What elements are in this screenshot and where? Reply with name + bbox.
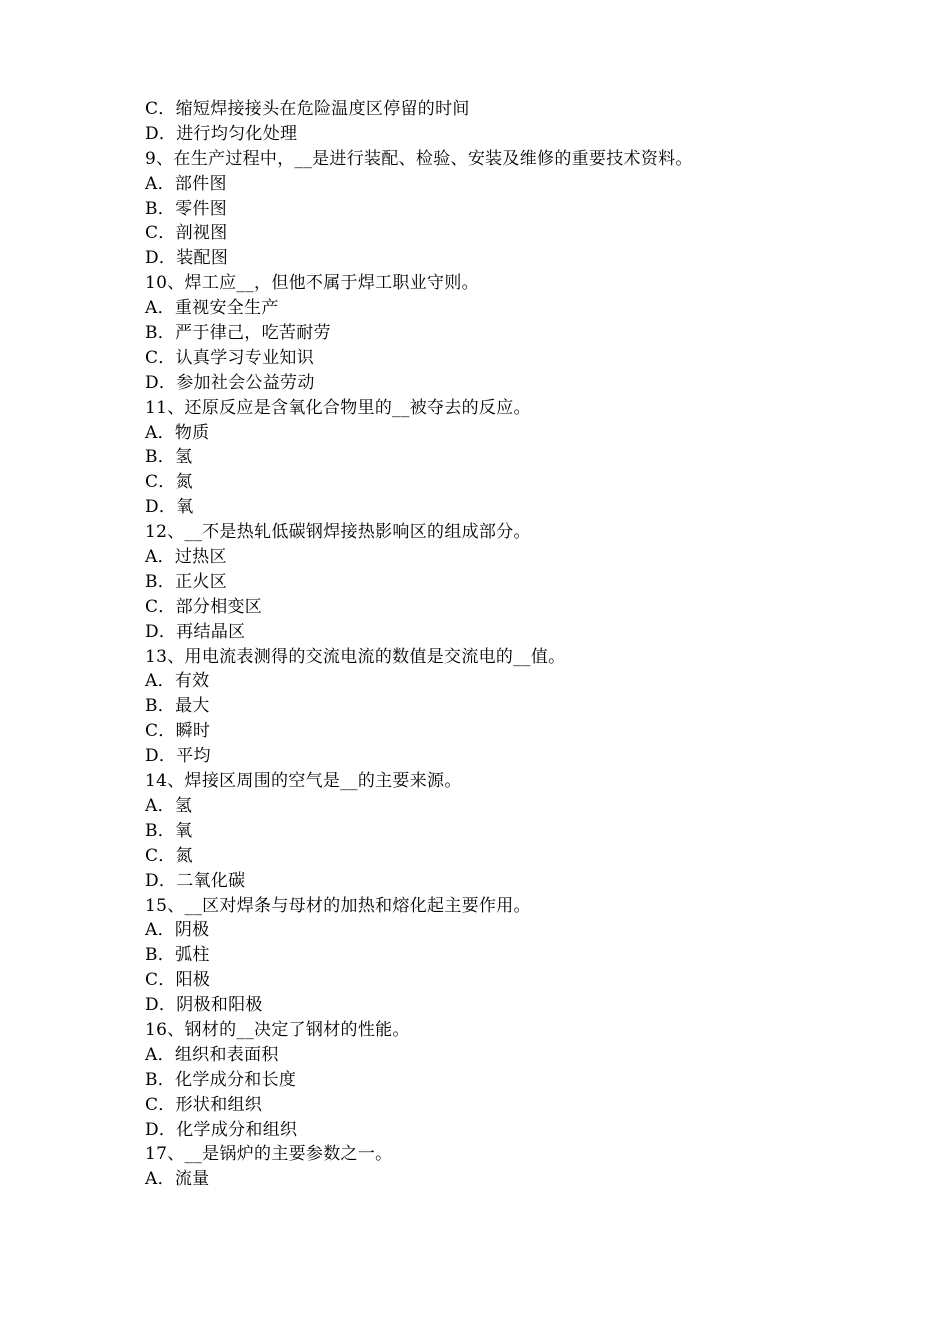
option-line: A．物质 xyxy=(145,422,210,443)
option-line: A．部件图 xyxy=(145,173,227,194)
option-line: D．参加社会公益劳动 xyxy=(145,372,315,393)
question-line: 15、__区对焊条与母材的加热和熔化起主要作用。 xyxy=(145,895,531,916)
option-line: C．阳极 xyxy=(145,970,211,991)
option-line: D．装配图 xyxy=(145,248,229,269)
option-line: C．缩短焊接接头在危险温度区停留的时间 xyxy=(145,99,470,119)
option-line: A．阴极 xyxy=(145,920,210,941)
question-line: 12、__不是热轧低碳钢焊接热影响区的组成部分。 xyxy=(145,522,531,543)
question-line: 14、焊接区周围的空气是__的主要来源。 xyxy=(145,771,462,792)
question-line: 10、焊工应__，但他不属于焊工职业守则。 xyxy=(145,273,479,294)
option-line: A．重视安全生产 xyxy=(145,298,279,319)
option-line: A．组织和表面积 xyxy=(145,1044,279,1065)
question-line: 9、在生产过程中，__是进行装配、检验、安装及维修的重要技术资料。 xyxy=(145,148,693,169)
option-line: D．氧 xyxy=(145,497,194,518)
option-line: D．平均 xyxy=(145,746,211,767)
option-line: B．化学成分和长度 xyxy=(145,1069,297,1090)
option-line: D．阴极和阳极 xyxy=(145,995,263,1016)
option-line: C．部分相变区 xyxy=(145,596,263,617)
option-line: B．氢 xyxy=(145,447,193,468)
option-line: C．形状和组织 xyxy=(145,1094,263,1115)
option-line: B．最大 xyxy=(145,696,210,717)
option-line: A．有效 xyxy=(145,671,210,692)
option-line: B．弧柱 xyxy=(145,945,210,966)
option-line: C．认真学习专业知识 xyxy=(145,347,315,368)
option-line: B．正火区 xyxy=(145,571,227,592)
option-line: B．严于律己，吃苦耐劳 xyxy=(145,323,331,344)
question-line: 11、还原反应是含氧化合物里的__被夺去的反应。 xyxy=(145,397,531,418)
option-line: A．氢 xyxy=(145,795,193,816)
option-line: C．氮 xyxy=(145,472,193,493)
question-line: 13、用电流表测得的交流电流的数值是交流电的__值。 xyxy=(145,646,566,667)
option-line: C．剖视图 xyxy=(145,223,228,244)
option-line: D．进行均匀化处理 xyxy=(145,123,298,144)
option-line: A．流量 xyxy=(145,1169,210,1190)
option-line: D．二氧化碳 xyxy=(145,870,246,891)
option-line: B．氧 xyxy=(145,820,193,841)
option-line: D．化学成分和组织 xyxy=(145,1119,298,1140)
option-line: A．过热区 xyxy=(145,547,227,568)
question-list xyxy=(145,97,845,1192)
option-line: D．再结晶区 xyxy=(145,621,246,642)
option-line: B．零件图 xyxy=(145,198,227,219)
question-line: 17、__是锅炉的主要参数之一。 xyxy=(145,1144,393,1165)
option-line: C．瞬时 xyxy=(145,721,211,742)
option-line: C．氮 xyxy=(145,845,193,866)
question-line: 16、钢材的__决定了钢材的性能。 xyxy=(145,1019,410,1040)
